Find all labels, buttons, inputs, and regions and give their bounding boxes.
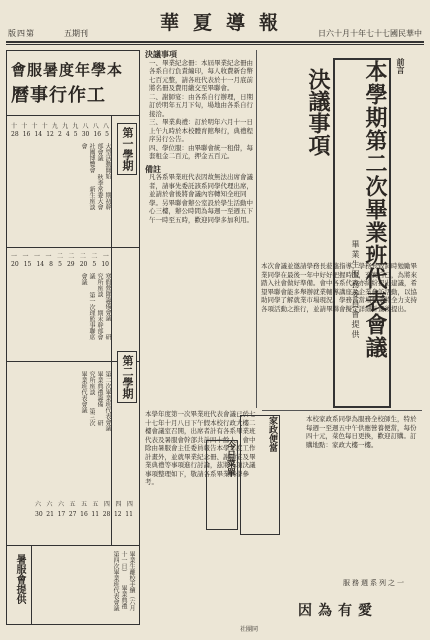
calendar-events-block bbox=[35, 551, 135, 611]
calendar-divider bbox=[7, 247, 139, 248]
calendar-event: 畢業典禮 bbox=[120, 585, 127, 609]
decision-item: 三、畢業典禮：訂於明年六月十一日上午九時於本校體育館舉行，典禮程序另行公告。 bbox=[149, 118, 253, 143]
remark-body: 凡各系畢業班代表因故無法出席會議者，請事先委託該系同學代理出席，並請於會後將會議內容轉知全班同學。另畢聯會辦公室設於學生活動中心三樓，辦公時間為每週一至週五下午一時至五時，歡迎同學多加利用。 bbox=[149, 173, 253, 224]
family-lunch-box: 家政便當 bbox=[240, 415, 280, 535]
report-body bbox=[261, 262, 423, 412]
love-title: 因為有愛 bbox=[298, 603, 378, 619]
calendar-month-cell: 二 bbox=[79, 253, 86, 260]
calendar-column-rule bbox=[111, 115, 112, 545]
calendar-events-block bbox=[15, 371, 111, 431]
calendar-event: 第二次畢業班代表會議 bbox=[104, 371, 111, 431]
calendar-heading bbox=[11, 57, 137, 109]
calendar-days-row bbox=[11, 131, 109, 138]
calendar-month-cell: 一 bbox=[11, 253, 18, 260]
newspaper-title: 華夏導報 bbox=[159, 12, 292, 34]
calendar-month-cell: 八 bbox=[92, 123, 99, 130]
calendar-month-cell: 八 bbox=[82, 123, 89, 130]
calendar-heading-line1: 會服暑度年學本 bbox=[11, 61, 124, 79]
calendar-month-cell: 一 bbox=[33, 253, 40, 260]
calendar-month-cell: 五 bbox=[92, 501, 99, 508]
publication-date: 日六十月十年七十七國民華中 bbox=[318, 29, 422, 38]
calendar-day-cell: 5 bbox=[92, 261, 97, 268]
calendar-event: 畢業典禮籌備 bbox=[96, 371, 103, 407]
calendar-day-cell: 16 bbox=[80, 511, 88, 518]
today-menu-box: 今日菜單 bbox=[206, 440, 238, 530]
preface-body: 本學年度第一次畢業班代表會議已於七十七年十月八日下午假本校行政大樓二樓會議室召開，出席者計有各系畢業班代表及暑服會幹部共計四十餘人。會中除由暑服會主任委員報告本學年度工作計畫外，並就畢業紀念冊、謝師宴及畢業典禮等事項進行討論，茲將各項決議事項整理如下，敬請各系畢業同學參考。 bbox=[145, 410, 256, 486]
calendar-day-cell: 27 bbox=[68, 511, 77, 518]
calendar-day-cell: 12 bbox=[46, 131, 54, 138]
headline: 本學期第二次畢業班代表會議 bbox=[333, 58, 391, 408]
calendar-month-cell: 十 bbox=[41, 123, 48, 130]
calendar-month-cell: 九 bbox=[62, 123, 69, 130]
decision-item: 一、畢業紀念冊：本屆畢業紀念冊由各系自行負責編印，每人收費新台幣七百元整，請各班代表於十一月底前將名冊及費用繳交至畢聯會。 bbox=[149, 58, 253, 92]
calendar-day-cell: 30 bbox=[35, 511, 43, 518]
preface-label: 前言 bbox=[396, 58, 406, 74]
calendar-days-row bbox=[11, 261, 109, 268]
calendar-day-cell: 16 bbox=[93, 131, 102, 138]
calendar-day-cell: 29 bbox=[66, 261, 75, 268]
calendar-event: 期末幹部會議 bbox=[88, 273, 103, 340]
calendar-event: 大型活動開始 bbox=[104, 143, 111, 179]
decision-item: 二、謝師宴：由各系自行辦理，日期訂於明年五月下旬，場地由各系自行接洽。 bbox=[149, 92, 253, 118]
calendar-month-cell: 一 bbox=[22, 253, 29, 260]
calendar-event: 研究所座談 bbox=[96, 273, 111, 340]
calendar-day-cell: 28 bbox=[102, 511, 111, 518]
calendar-event: 期初幹部會議 bbox=[96, 143, 111, 210]
calendar-month-cell: 二 bbox=[56, 253, 63, 260]
calendar-day-cell: 20 bbox=[79, 261, 88, 268]
calendar-month-cell: 一 bbox=[45, 253, 52, 260]
calendar-month-cell: 二 bbox=[68, 253, 75, 260]
decisions-column bbox=[145, 50, 257, 408]
masthead-rule-thin bbox=[6, 44, 424, 45]
calendar-divider bbox=[7, 545, 139, 546]
service-label: 暑服會提供 bbox=[14, 554, 25, 604]
calendar-month-cell: 十 bbox=[21, 123, 28, 130]
calendar-day-cell: 11 bbox=[91, 511, 100, 518]
author-signature: 社團同 bbox=[240, 626, 259, 633]
calendar-day-cell: 30 bbox=[81, 131, 90, 138]
semester-one-label: 第一學期 bbox=[117, 123, 137, 175]
calendar-month-cell: 六 bbox=[57, 501, 64, 508]
calendar-day-cell: 8 bbox=[49, 261, 53, 268]
semester-two-label: 第二學期 bbox=[117, 351, 137, 403]
calendar-day-cell: 10 bbox=[101, 261, 109, 268]
calendar-event: 研究所座談 bbox=[88, 371, 103, 426]
calendar-event: 寒假營隊籌備會議 bbox=[104, 273, 111, 321]
issue-number: 五期刊 bbox=[64, 29, 88, 38]
calendar-month-cell: 九 bbox=[51, 123, 58, 130]
calendar-day-cell: 12 bbox=[113, 511, 122, 518]
calendar-event: 第三次畢業班代表會議 bbox=[80, 371, 95, 426]
calendar-day-cell: 4 bbox=[65, 131, 70, 138]
calendar-event: 第一次理監事聯席會議 bbox=[80, 273, 95, 340]
calendar-day-cell: 16 bbox=[22, 131, 31, 138]
remark-title: 備註 bbox=[145, 163, 161, 174]
calendar-month-cell: 十 bbox=[11, 123, 18, 130]
calendar-month-cell: 二 bbox=[91, 253, 98, 260]
calendar-month-cell: 一 bbox=[102, 253, 109, 260]
masthead bbox=[6, 4, 424, 44]
calendar-months-row bbox=[11, 121, 109, 130]
calendar-day-cell: 14 bbox=[34, 131, 43, 138]
page-number: 版四第 bbox=[8, 29, 35, 38]
calendar-month-cell: 五 bbox=[69, 501, 76, 508]
report-paragraph: 本次會議並邀請學務長蒞臨指導，學務長致詞時勉勵畢業同學在最後一年中好好把握時間，充實自己，為將來踏入社會做好準備。會中各系代表亦紛紛提出建議，希望畢聯會能多舉辦就業輔導講座及企業參訪活動，以協助同學了解就業市場現況。學務長當場允諾將全力支持各項活動之推行，並請畢聯會擬定詳細計畫後提出。 bbox=[261, 262, 417, 313]
calendar-event: 新生座談會 bbox=[80, 143, 95, 210]
notice-area bbox=[262, 410, 422, 624]
calendar-event: 畢業生離校手續（六月十一日） bbox=[120, 551, 135, 611]
calendar-events-block bbox=[15, 273, 111, 343]
calendar-day-cell: 2 bbox=[57, 131, 62, 138]
calendar-months-row bbox=[35, 499, 133, 508]
calendar-day-cell: 5 bbox=[58, 261, 62, 268]
activity-calendar bbox=[6, 50, 140, 625]
calendar-month-cell: 九 bbox=[72, 123, 79, 130]
calendar-divider bbox=[7, 115, 139, 116]
notice-body: 本校家政系同學為服務全校師生，特於每週一至週五中午供應營養便當，每份四十元，菜色每日更換，歡迎訂購。訂購地點：家政大樓一樓。 bbox=[306, 415, 417, 449]
calendar-events-block bbox=[15, 143, 111, 213]
calendar-month-cell: 六 bbox=[46, 501, 53, 508]
calendar-day-cell: 5 bbox=[73, 131, 78, 138]
calendar-month-cell: 四 bbox=[103, 501, 110, 508]
calendar-event: 秋季常委大會 bbox=[96, 174, 103, 210]
calendar-event: 第四次畢業班代表會議 bbox=[112, 551, 119, 611]
calendar-day-cell: 17 bbox=[57, 511, 66, 518]
calendar-month-cell: 八 bbox=[102, 123, 109, 130]
calendar-month-cell: 五 bbox=[80, 501, 87, 508]
calendar-month-cell: 六 bbox=[35, 501, 42, 508]
calendar-month-cell: 四 bbox=[126, 501, 133, 508]
calendar-day-cell: 5 bbox=[105, 131, 109, 138]
calendar-day-cell: 14 bbox=[36, 261, 45, 268]
calendar-month-cell: 四 bbox=[115, 501, 122, 508]
calendar-months-row bbox=[11, 251, 109, 260]
love-series-label: 服務週系列之一 bbox=[343, 579, 406, 587]
subheadline: 決議事項 bbox=[305, 68, 331, 156]
calendar-event: 社團博覽會 bbox=[88, 143, 95, 173]
calendar-day-cell: 21 bbox=[46, 511, 54, 518]
calendar-column-rule bbox=[31, 545, 32, 625]
calendar-days-row bbox=[35, 511, 133, 518]
calendar-day-cell: 28 bbox=[11, 131, 19, 138]
calendar-day-cell: 20 bbox=[11, 261, 19, 268]
headline-provider: 畢業生服務委員會提供 bbox=[351, 240, 360, 340]
masthead-rule bbox=[6, 41, 424, 43]
calendar-day-cell: 11 bbox=[125, 511, 133, 518]
decision-item: 四、學位服：由畢聯會統一租借，每套租金二百元，押金五百元。 bbox=[149, 143, 253, 160]
calendar-day-cell: 15 bbox=[23, 261, 32, 268]
calendar-heading-line2: 曆事行作工 bbox=[11, 85, 106, 106]
decisions-title: 決議事項 bbox=[145, 50, 177, 59]
calendar-month-cell: 十 bbox=[31, 123, 38, 130]
